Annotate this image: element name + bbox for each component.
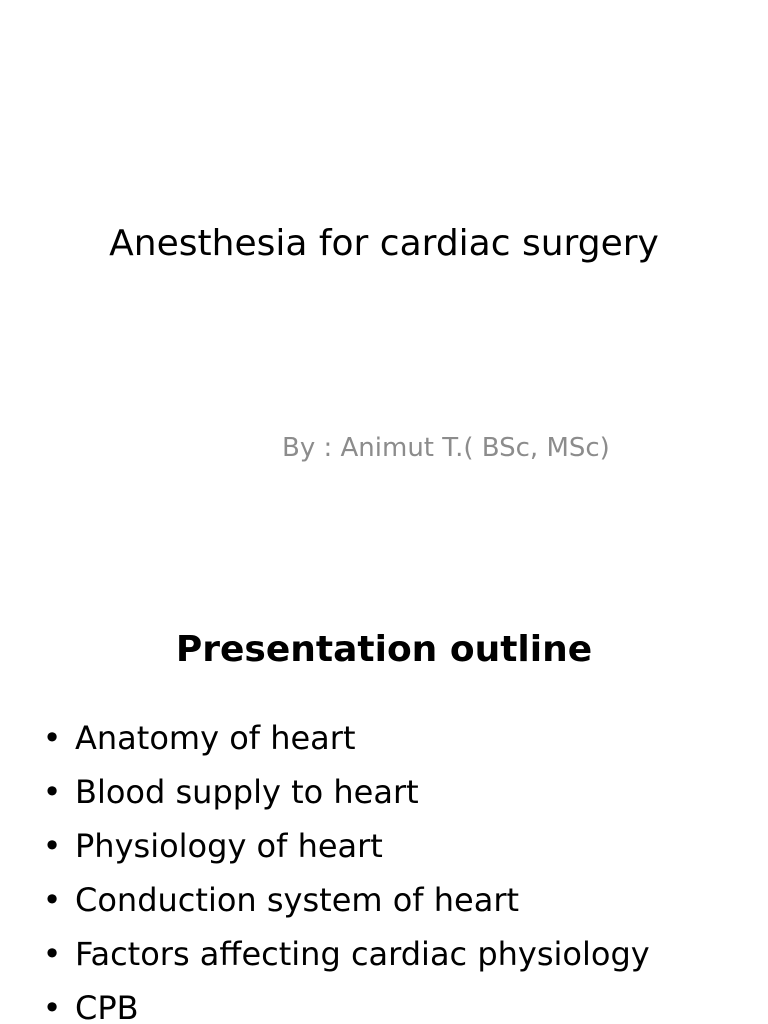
bullet-icon: • (42, 827, 62, 865)
list-item-text: Conduction system of heart (75, 881, 520, 919)
list-item-text: Physiology of heart (75, 827, 383, 865)
list-item-text: Anatomy of heart (75, 719, 356, 757)
bullet-icon: • (42, 719, 62, 757)
outline-slide (0, 576, 768, 1024)
bullet-icon: • (42, 881, 62, 919)
slide-title: Anesthesia for cardiac surgery (109, 223, 659, 264)
bullet-icon: • (42, 935, 62, 973)
list-item-text: Factors affecting cardiac physiology (75, 935, 650, 973)
list-item-text: CPB (75, 989, 139, 1024)
slide-subtitle: By : Animut T.( BSc, MSc) (282, 433, 610, 463)
list-item-text: Blood supply to heart (75, 773, 419, 811)
bullet-icon: • (42, 773, 62, 811)
outline-title: Presentation outline (175, 629, 593, 670)
bullet-icon: • (42, 989, 62, 1024)
